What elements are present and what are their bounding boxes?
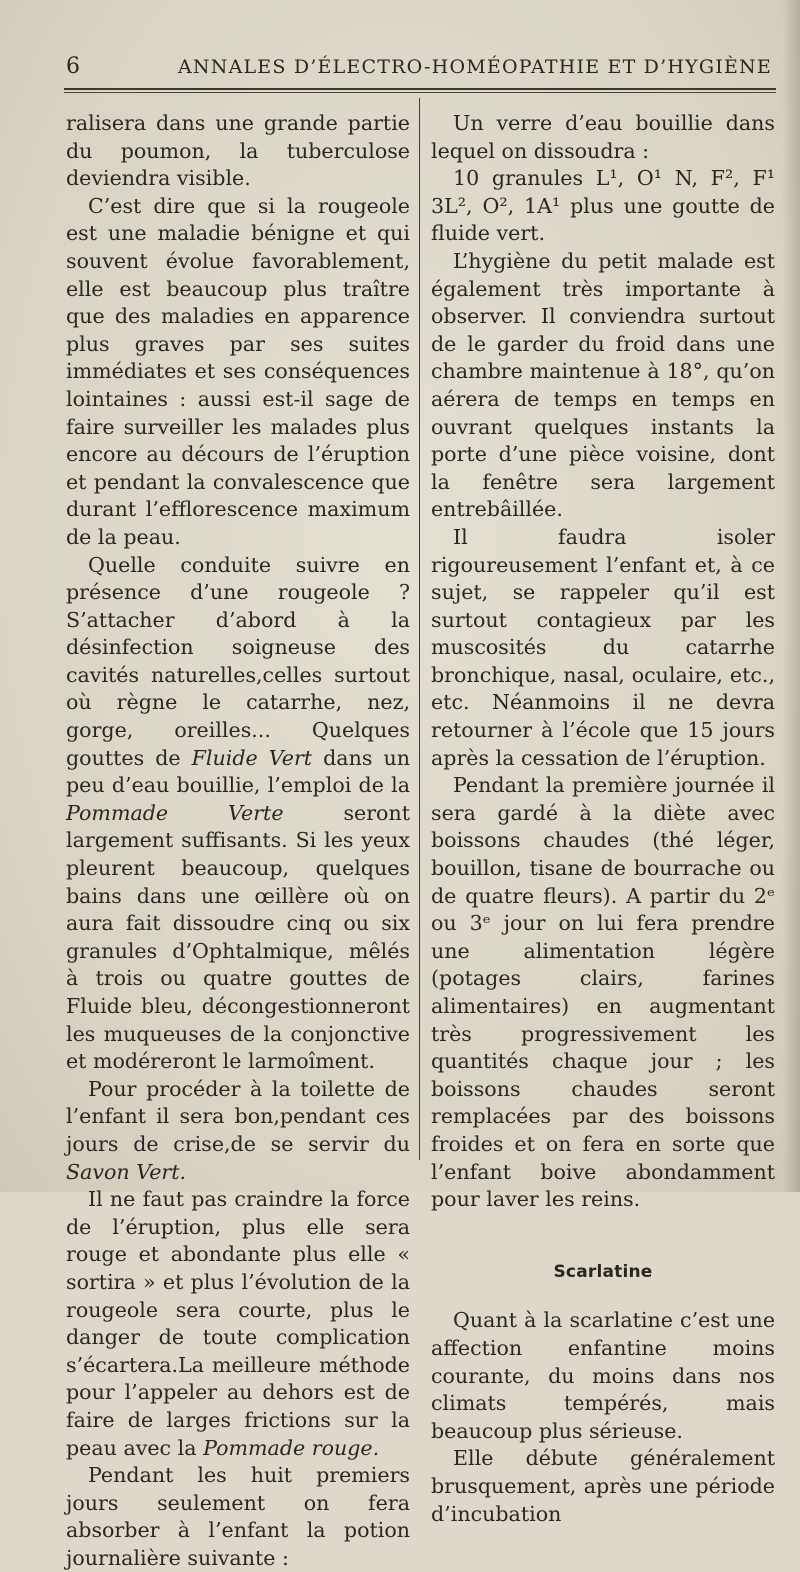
text-run: Pour procéder à la toilette de l’enfant il sera bon,pendant ces jours de crise,de se servir du: [66, 1076, 410, 1156]
page-number: 6: [66, 54, 81, 79]
text-run: dans un peu d’eau bouillie, l’emploi de la: [66, 745, 410, 798]
product-name: Pommade rouge.: [203, 1435, 380, 1460]
text-run: seront largement suffisants. Si les yeux pleurent beaucoup, quelques bains dans une œillère où on aura fait dissoudre cinq ou six granules d’Ophtalmique, mêlés à trois ou quatre gouttes de Fluide bleu, décongestionneront les muqueuses de la conjonctive et modéreront le larmoîment.: [66, 800, 410, 1074]
paragraph: Pendant les huit premiers jours seulement on fera absorber à l’enfant la potion journalière suivante :: [66, 1463, 410, 1570]
paragraph: C’est dire que si la rougeole est une maladie bénigne et qui souvent évolue favorablement, elle est beaucoup plus traître que des maladies en apparence plus graves par ses suites immédiates et ses conséquences lointaines : aussi est-il sage de faire surveiller les malades plus encore au décours de l’éruption et pendant la convalescence que durant l’efflorescence maximum de la peau.: [66, 193, 410, 549]
paragraph: [66, 552, 410, 1076]
paragraph: Pendant la première journée il sera gardé à la diète avec boissons chaudes (thé léger, bouillon, tisane de bourrache ou de quatre fleurs). A partir du 2ᵉ ou 3ᵉ jour on lui fera prendre une alimentation légère (potages clairs, farines alimentaires) en augmentant très progressivement les quantités chaque jour ; les boissons chaudes seront remplacées par des boissons froides et on fera en sorte que l’enfant boive abondamment pour laver les reins.: [431, 773, 775, 1212]
page-edge-shadow: [782, 0, 800, 1192]
header-rule: [64, 88, 776, 90]
paragraph: [66, 1076, 410, 1186]
section-heading: Scarlatine: [553, 1261, 653, 1282]
running-header: [58, 52, 778, 84]
right-column: [431, 110, 775, 1528]
text-run: Quelle conduite suivre en présence d’une rougeole ? S’attacher d’abord à la désinfection soigneuse des cavités naturelles,celles surtout où règne le catarrhe, nez, gorge, oreilles... Quelques gouttes de: [66, 552, 410, 770]
column-divider: [419, 98, 420, 1160]
left-column: [66, 110, 410, 1572]
paragraph: Quant à la scarlatine c’est une affection enfantine moins courante, du moins dans nos climats tempérés, mais beaucoup plus sérieuse.: [431, 1308, 775, 1443]
paragraph: [66, 1186, 410, 1462]
paragraph: L’hygiène du petit malade est également très importante à observer. Il conviendra surtout de le garder du froid dans une chambre maintenue à 18°, qu’on aérera de temps en temps en ouvrant quelques instants la porte d’une pièce voisine, dont la fenêtre sera largement entrebâillée.: [431, 248, 775, 522]
text-run: Il ne faut pas craindre la force de l’éruption, plus elle sera rouge et abondante plus elle « sortira » et plus l’évolution de la rougeole sera courte, plus le danger de toute complication s’écartera.La meilleure méthode pour l’appeler au dehors est de faire de larges frictions sur la peau avec la: [66, 1187, 410, 1460]
paragraph: Il faudra isoler rigoureusement l’enfant et, à ce sujet, se rappeler qu’il est surtout contagieux par les muscosités du catarrhe bronchique, nasal, oculaire, etc., etc. Néanmoins il ne devra retourner à l’école que 15 jours après la cessation de l’éruption.: [431, 524, 775, 770]
paragraph: Un verre d’eau bouillie dans lequel on dissoudra :: [431, 111, 775, 163]
paragraph: ralisera dans une grande partie du poumon, la tuberculose deviendra visible.: [66, 111, 410, 191]
paragraph: 10 granules L¹, O¹ N, F², F¹ 3L², O², 1A¹ plus une goutte de fluide vert.: [431, 166, 775, 246]
product-name: Savon Vert.: [66, 1159, 187, 1184]
product-name: Pommade Verte: [66, 800, 284, 825]
journal-title: ANNALES D’ÉLECTRO-HOMÉOPATHIE ET D’HYGIÈNE: [178, 56, 772, 78]
paragraph: Elle débute généralement brusquement, après une période d’incubation: [431, 1446, 775, 1526]
header-rule-thin: [64, 92, 776, 93]
product-name: Fluide Vert: [191, 745, 313, 770]
